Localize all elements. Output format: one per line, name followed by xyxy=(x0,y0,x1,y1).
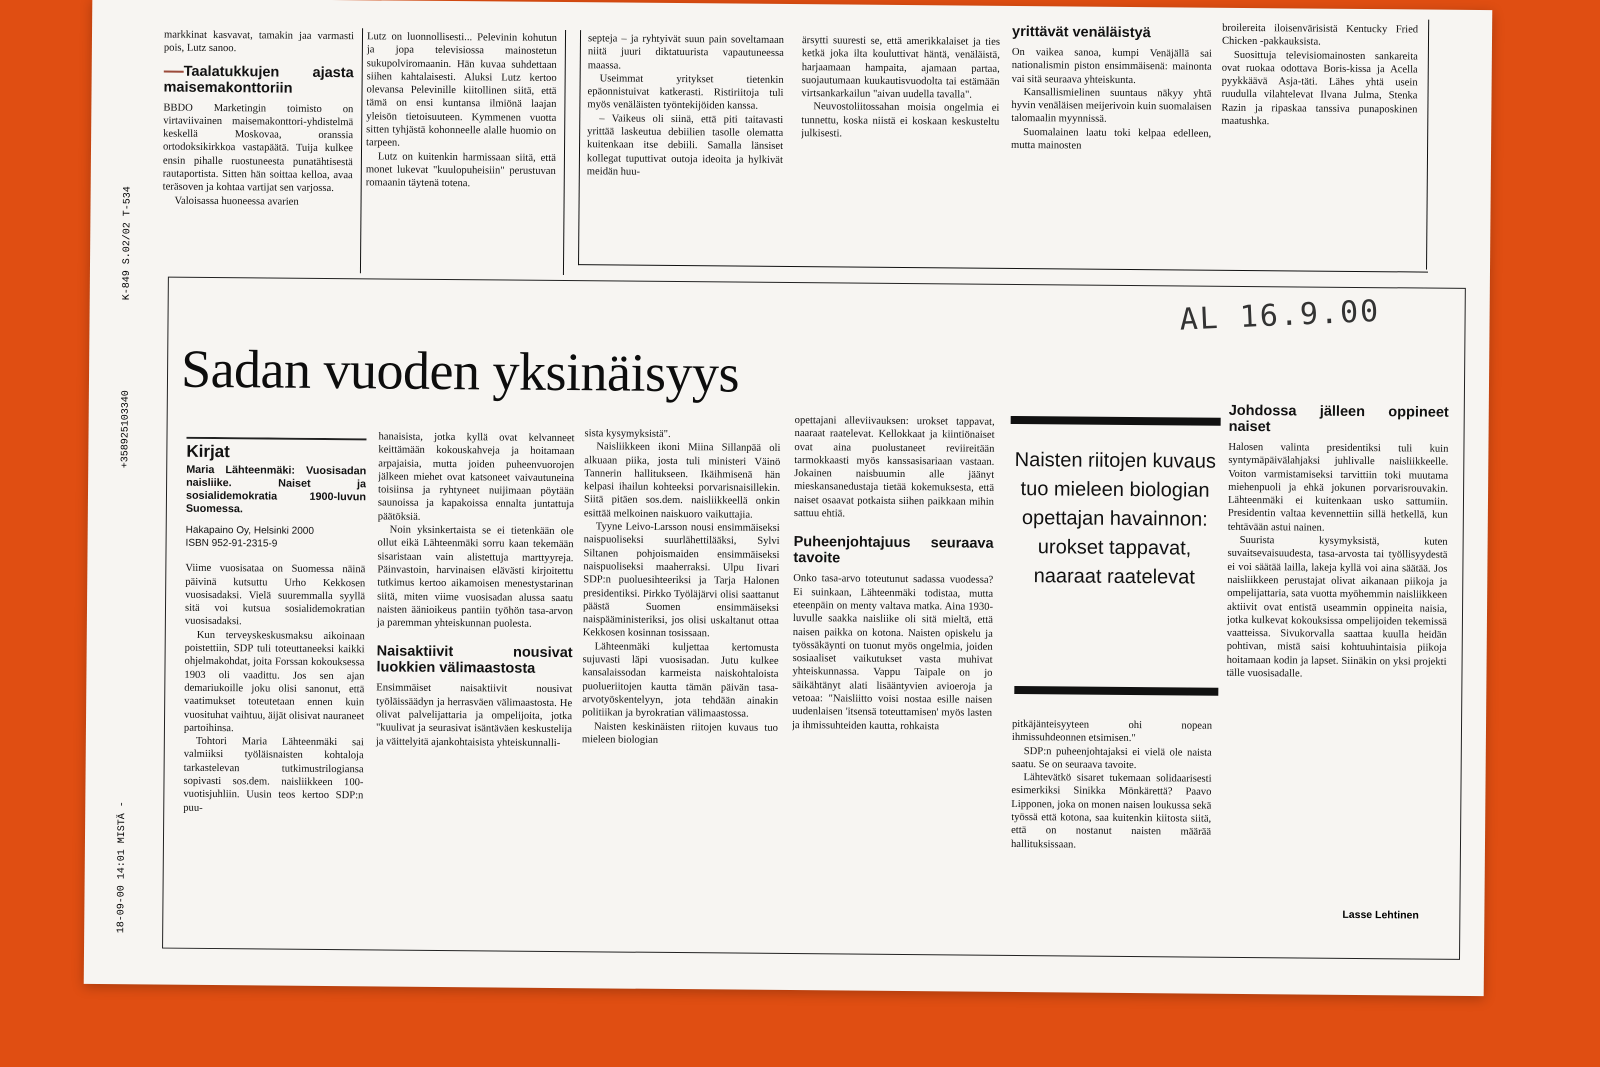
fax-line-c: 18-09-00 14:01 MISTÄ - xyxy=(116,801,129,934)
fax-line-a: K-849 S.02/02 T-534 xyxy=(121,186,134,301)
upper-heading-1: Taalatukkujen ajasta maisemakonttoriin xyxy=(163,63,354,97)
fax-header xyxy=(112,0,143,978)
pull-quote: Naisten riitojen kuvaus tuo mieleen biologian opettajan havainnon: urokset tappavat, naaraat raatelevat xyxy=(1014,448,1217,589)
article-col-6: Johdossa jälleen oppineet naiset Halosen valinta presidentiksi tuli kuin syntymäpäivälahjaksi juhlivalle naisliikkeelle. Voiton varmistamiseksi tarvittiin toki muutama miehenpuoli ja ehkä jokunen porvarisrouvakin. Lähteenmäki ei kuitenkaan usko sattumiin. Presidentin valtaa kevennettiin sillä hetkellä, kun tehtävään astui nainen. Suurista kysymyksistä, kuten suvaitsevaisuudesta, tasa-arvosta tai työllisyydestä ei voi säätää lailla, lakeja kyllä voi aina säätää. Jos naisliikkeen perustajat olivat aikanaan piikoja ja ompelijattaria, sata vuotta myöhemmin naisliikkeen aktiivit ovat entistä useammin oppineita naisia, jotka kulkevat kokouksissa ompelijoiden tekemissä vaatteissa. Sivukorvalla saattaa kuulla heidän pohtivan, mistä saisi kohtuuhintaisia piikoja hoitamaan kodin ja lapset. Siinäkin on yksi projekti tälle vuosisadalle. xyxy=(1226,402,1449,680)
headline: Sadan vuoden yksinäisyys xyxy=(180,338,740,404)
subheading-johdossa: Johdossa jälleen oppineet naiset xyxy=(1228,402,1449,436)
upper-col-4: ärsytti suuresti se, että amerikkalaiset ja ties ketkä joka ilta kouluttivat häntä, venäläistä, harjaamaan hampaita, ajamaan partaa, suojautumaan kuukautisvuodolta tai estämään virtsankarkailun "aivan uudella tavalla". Neuvostoliitossahan moisia ongelmia ei tunnettu, koska niistä ei koskaan keskusteltu julkisesti. xyxy=(801,35,1001,140)
upper-divider-bottom xyxy=(578,264,1428,272)
book-info: Maria Lähteenmäki: Vuosisadan naisliike. Naiset ja sosialidemokratia 1900-luvun Suomessa. xyxy=(185,464,367,516)
subheading-naisaktiivit: Naisaktiivit nousivat luokkien välimaastosta xyxy=(376,643,573,678)
upper-divider-right xyxy=(1426,20,1429,270)
author-signature: Lasse Lehtinen xyxy=(1342,908,1419,922)
upper-divider-3 xyxy=(578,30,581,265)
article-col-3: sista kysymyksistä". Naisliikkeen ikoni Miina Sillanpää oli alkuaan piika, josta tuli ministeri Väinö Tannerin hallitukseen. Ikäihmisenä hän kelpasi ihailun kohteeksi porvarisnaisillekin. Siitä pitäen sos.dem. naisliikkeellä onkin esittää melkoinen naiskuoro vaikuttajia. Tyyne Leivo-Larsson nousi ensimmäiseksi naispuoliseksi suurlähettilääksi, Sylvi Siltanen pohjoismaiden ensimmäiseksi naispuoliseksi maaherraksi. Ulpu Iivari SDP:n puoluesihteeriksi ja Tarja Halonen presidentiksi. Pirkko Työläjärvi olisi saattanut päästä Suomen ensimmäiseksi naispääministeriksi, jos olisi uskaltanut ottaa Kekkosen kosinnan tosissaan. Lähteenmäki kuljettaa kertomusta sujuvasti läpi vuosisadan. Jutu kulkee kansalaissodan karmeista naiskohtaloista puolueriitojen kautta tämän päivän tasa-arvotyöskentelyyn, jota tehdään ainakin politiikan ja byrokratian välimaastossa. Naisten keskinäisten riitojen kuvaus tuo mieleen biologian xyxy=(581,428,781,746)
handwritten-date: AL 16.9.00 xyxy=(1178,293,1381,338)
article-col-4: opettajani alleviivauksen: urokset tappavat, naaraat raatelevat. Kellokkaat ja kiintiönaiset ovat aina puolustaneet reviireitään tarmokkaasti myös kanssasisariaan vastaan. Jokainen naisbuumin alle jäänyt mieskansanedustaja tietää kokemuksesta, että naiset osaavat potkaista siihen paikkaan mihin sattuu ehtiä. Puheenjohtajuus seuraava tavoite Onko tasa-arvo toteutunut sadassa vuodessa? Ei suinkaan, Lähteenmäki todistaa, mutta eteenpäin on menty valtava matka. Aina 1930-luvulle saakka naisliike oli sitä mieltä, että naisen paikka on kotona. Naisten opiskelu ja työssäkäynti on tuonut myös ongelmia, joiden sosiaaliset vaikutukset vasta muhivat yhteiskunnassa. Vappu Taipale on jo säikähtänyt alati lisääntyvien avioeroja ja vetoaa: "Naisliitto voisi nostaa esille naisen uudenlaisen 'itsensä toteuttamisen' myös lasten ja ihmissuhteiden kautta, rohkaista xyxy=(791,415,995,732)
upper-col-3: septeja – ja ryhtyivät suun pain soveltamaan niitä juuri diktatuurista vapautuneessa maassa. Useimmat yritykset tietenkin epäonnistuivat katkerasti. Ristiriitoja tuli myös venäläisten työntekijöiden kanssa. – Vaikeus oli siinä, että piti taitavasti yrittää laskeutua debiilien tasolle olematta kuitenkaan itse debiili. Samalla länsiset kollegat tuputtivat outoja ideoita ja hylkivät meidän huu- xyxy=(586,33,785,178)
article-col-2: hanaisista, jotka kyllä ovat kelvanneet keittämään kokouskahveja ja hoitamaan arpajaisia, mutta joiden puheenvuorojen jälkeen miehet ovat katsoneet vaivautuneina toisiinsa ja ryhtyneet nuijimaan pöytään saunoissa ja kapakoissa ennalta juntattuja päätöksiä. Noin yksinkertaista se ei tietenkään ole ollut eikä Lähteenmäki sorru kaan tekemään sisaristaan vain alistettuja marttyyreja. Päinvastoin, harvinaisen elävästi kirjoitettu tutkimus kertoo aikamoisen menestystarinan siitä, miten viime vuosisadan alussa saatu naisten äänioikeus pantiin työhön tasa-arvon ja paremman yhteiskunnan puolesta. Naisaktiivit nousivat luokkien välimaastosta Ensimmäiset naisaktiivit nousivat työläissäädyn ja herrasväen välimaastosta. He olivat palvelijattaria ja ompelijoita, jotka "kuulivat ja seurasivat isäntäväen keskustelija ja väittelyitä ajankohtaisista yhteiskunnalli- xyxy=(375,431,575,749)
upper-divider-1 xyxy=(360,28,363,273)
upper-col-1: markkinat kasvavat, tamakin jaa varmasti pois, Lutz sanoo. Taalatukkujen ajasta maisemakonttoriin BBDO Marketingin toimisto on virtaviivainen maisemakonttori-yhdistelmä keskellä Moskovaa, oranssia ortodoksikirkkoa vastapäätä. Tuija kulkee ensin pihalle ruostuneesta punatähtisestä rautaportista. Sitten hän soittaa kelloa, avaa teräsoven ja kohtaa vartijat sen varjossa. Valoisassa huoneessa avarien xyxy=(162,29,355,208)
upper-divider-2 xyxy=(563,30,566,275)
upper-col-2: Lutz on luonnollisesti... Pelevinin kohutun ja jopa televisiossa mainostetun sukupolviromaanin. Hän kuvaa suhdettaan siihen kahtalaisesti. Aluksi Lutz kertoo olevansa Pelevinille kiitollinen siitä, että tämä on ensi kuntansa ilmiönä laajan yleisön tietoisuuteen. Kymmenen vuotta sitten tyhjästä kohonneelle alalle huomio on tarpeen. Lutz on kuitenkin harmissaan siitä, että monet lukevat "kuulopuheisiin" perustuvan romaanin täytenä totena. xyxy=(365,31,558,190)
article-col-5: pitkäjänteisyyteen ohi nopean ihmissuhdeonnen etsimisen." SDP:n puheenjohtajaksi ei vielä ole naista saatu. Se on seuraava tavoite. Lähtevätkö sisaret tukemaan solidaarisesti esimerkiksi Sinikka Mönkärettä? Paavo Lipponen, joka on monen naisen loukussa sekä työssä että kotona, saa kuitenkin kiitosta siitä, että on nostanut naisten määrää hallituksissaan. xyxy=(1010,718,1213,851)
section-label: Kirjat xyxy=(186,441,230,462)
publisher-info: Hakapaino Oy, Helsinki 2000 ISBN 952-91-2315-9 xyxy=(185,525,314,550)
article-col-1: Kirjat Maria Lähteenmäki: Vuosisadan naisliike. Naiset ja sosialidemokratia 1900-luvun Suomessa. Hakapaino Oy, Helsinki 2000 ISBN 952-91-2315-9 Viime vuosisataa on Suomessa näinä päivinä kutsuttu Urho Kekkosen vuosisadaksi. Vielä suuremmalla syyllä sitä voi kutsua sosialidemokratian vuosisadaksi. Kun terveyskeskusmaksu aikoinaan poistettiin, SDP tuli toteuttaneeksi kaikki ohjelmakohdat, joita Forssan kokouksessa 1903 oli vaadittu. Jos sen ajan demariukoille joku olisi sanonut, että vaatimukset toteutetaan ennen kuin vuosituhat vaihtuu, äijät olisivat nauraneet partoihinsa. Tohtori Maria Lähteenmäki sai valmiiksi työläisnaisten kohtaloja tarkastelevan tutkimustrilogiansa sopivasti sos.dem. naisliikkeen 100-vuotisjuhliin. Uusin teos kertoo SDP:n puu- xyxy=(182,437,366,929)
upper-col-5: yrittävät venäläistyä On vaikea sanoa, kumpi Venäjällä sai nationalismin piston ensimmäisenä: mainonta vai sitä seuraava yhteiskunta. Kansallismielinen suuntaus näkyy yhtä hyvin venäläisen meijerivoin kuin suomalaisen talomaalin myynnissä. Suomalainen laatu toki kelpaa edelleen, mutta mainosten xyxy=(1011,23,1212,152)
fax-line-b: +358925103340 xyxy=(120,390,132,469)
upper-heading-5: yrittävät venäläistyä xyxy=(1011,23,1151,42)
upper-col-6: broilereita iloisenvärisistä Kentucky Fried Chicken -pakkauksista. Suosittuja televisiomainosten sankareita ovat ruokaa odottava Boris-kissa ja Acella pyykkäävä Asja-täti. Lähes yhtä usein ruudulla vilahtelevat Ilvana Julma, Stenka Razin ja ripaskaa tanssiva punaposkinen maatushka. xyxy=(1221,22,1419,128)
subheading-puheenjohtajuus: Puheenjohtajuus seuraava tavoite xyxy=(793,534,994,567)
newspaper-clipping xyxy=(84,0,1493,996)
